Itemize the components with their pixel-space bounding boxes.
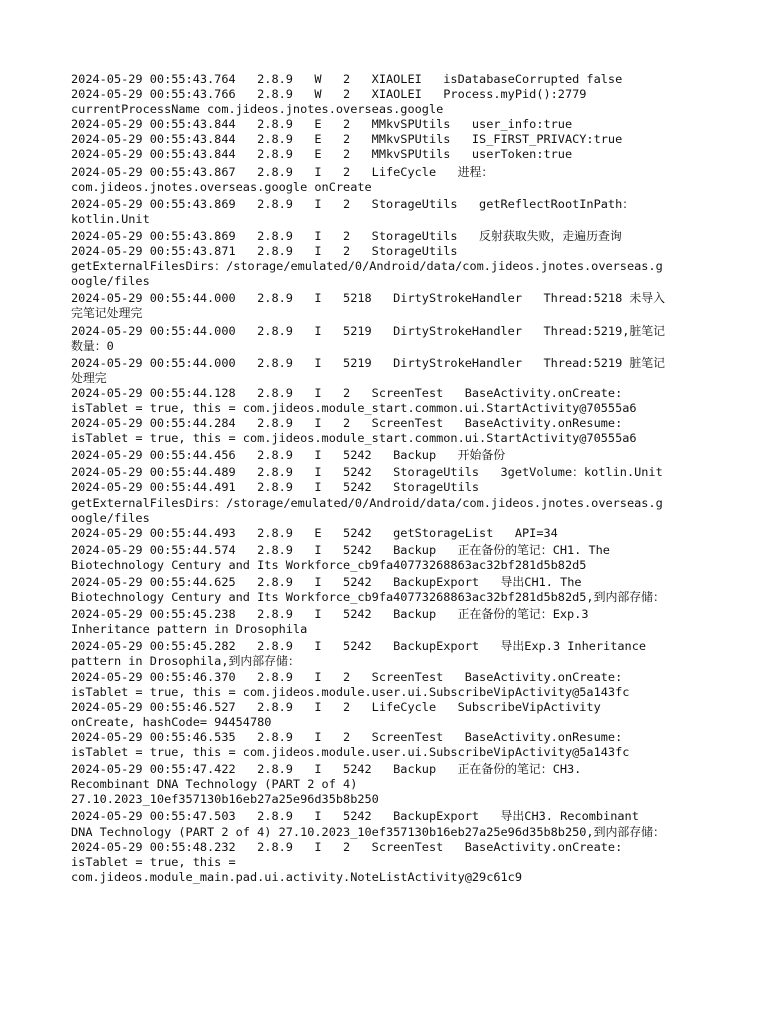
log-entry: 2024-05-29 00:55:47.422 2.8.9 I 5242 Backup 正在备份的笔记：CH3. Recombinant DNA Technology (PART 2 of 4) 27.10.2023_10ef357130b16eb27a25e96d35b8b250 (71, 762, 582, 807)
log-entry: 2024-05-29 00:55:47.503 2.8.9 I 5242 BackupExport 导出CH3. Recombinant DNA Technology (PART 2 of 4) 27.10.2023_10ef357130b16eb27a25e96d35b8b250,到内部存储： (71, 809, 665, 839)
log-entry: 2024-05-29 00:55:43.867 2.8.9 I 2 LifeCycle 进程： com.jideos.jnotes.overseas.google onCreate (71, 164, 494, 194)
log-entry: 2024-05-29 00:55:43.869 2.8.9 I 2 StorageUtils 反射获取失败，走遍历查询 (71, 228, 622, 243)
log-entry: 2024-05-29 00:55:45.282 2.8.9 I 5242 BackupExport 导出Exp.3 Inheritance pattern in Drosophila,到内部存储： (71, 639, 647, 669)
log-entry: 2024-05-29 00:55:46.370 2.8.9 I 2 ScreenTest BaseActivity.onCreate: isTablet = true, this = com.jideos.module.user.ui.SubscribeVipActivity@5a143fc (71, 669, 630, 699)
log-entry: 2024-05-29 00:55:44.456 2.8.9 I 5242 Backup 开始备份 (71, 448, 506, 463)
log-entry: 2024-05-29 00:55:43.844 2.8.9 E 2 MMkvSPUtils IS_FIRST_PRIVACY:true (71, 132, 623, 147)
log-entry: 2024-05-29 00:55:44.000 2.8.9 I 5219 DirtyStrokeHandler Thread:5219,脏笔记 数量：0 (71, 323, 666, 353)
log-entry: 2024-05-29 00:55:43.871 2.8.9 I 2 StorageUtils getExternalFilesDirs：/storage/emulated/0/Android/data/com.jideos.jnotes.overseas.g oogle/files (71, 244, 663, 289)
log-entry: 2024-05-29 00:55:44.491 2.8.9 I 5242 StorageUtils getExternalFilesDirs：/storage/emulated/0/Android/data/com.jideos.jnotes.overseas.g oogle/files (71, 480, 663, 525)
log-entry: 2024-05-29 00:55:43.766 2.8.9 W 2 XIAOLEI Process.myPid():2779 currentProcessName com.jideos.jnotes.overseas.google (71, 87, 587, 117)
log-entry: 2024-05-29 00:55:44.625 2.8.9 I 5242 BackupExport 导出CH1. The Biotechnology Century and Its Workforce_cb9fa40773268863ac32bf281d5b82d5,到内部存储： (71, 575, 665, 605)
log-entry: 2024-05-29 00:55:46.527 2.8.9 I 2 LifeCycle SubscribeVipActivity onCreate, hashCode= 94454780 (71, 699, 601, 729)
log-entry: 2024-05-29 00:55:48.232 2.8.9 I 2 ScreenTest BaseActivity.onCreate: isTablet = true, this = com.jideos.module_main.pad.ui.activity.NoteListActivity@29c61c9 (71, 839, 623, 884)
log-entry: 2024-05-29 00:55:44.000 2.8.9 I 5219 DirtyStrokeHandler Thread:5219 脏笔记 处理完 (71, 355, 666, 385)
log-entry: 2024-05-29 00:55:45.238 2.8.9 I 5242 Backup 正在备份的笔记：Exp.3 Inheritance pattern in Drosophila (71, 607, 589, 637)
log-entry: 2024-05-29 00:55:46.535 2.8.9 I 2 ScreenTest BaseActivity.onResume: isTablet = true, this = com.jideos.module.user.ui.SubscribeVipActivity@5a143fc (71, 729, 630, 760)
log-document (71, 72, 701, 885)
log-entry: 2024-05-29 00:55:43.869 2.8.9 I 2 StorageUtils getReflectRootInPath： kotlin.Unit (71, 196, 635, 226)
log-entry: 2024-05-29 00:55:44.284 2.8.9 I 2 ScreenTest BaseActivity.onResume: isTablet = true, this = com.jideos.module_start.common.ui.StartActivity@70555a6 (71, 416, 637, 446)
log-entry: 2024-05-29 00:55:44.489 2.8.9 I 5242 StorageUtils 3getVolume：kotlin.Unit (71, 465, 663, 480)
log-entry: 2024-05-29 00:55:44.128 2.8.9 I 2 ScreenTest BaseActivity.onCreate: isTablet = true, this = com.jideos.module_start.common.ui.StartActivity@70555a6 (71, 385, 637, 415)
log-entry: 2024-05-29 00:55:43.844 2.8.9 E 2 MMkvSPUtils userToken:true (71, 147, 573, 162)
log-entry: 2024-05-29 00:55:44.000 2.8.9 I 5218 DirtyStrokeHandler Thread:5218 未导入 完笔记处理完 (71, 291, 666, 321)
log-entry: 2024-05-29 00:55:43.764 2.8.9 W 2 XIAOLEI isDatabaseCorrupted false (71, 72, 623, 86)
log-entry: 2024-05-29 00:55:44.493 2.8.9 E 5242 getStorageList API=34 (71, 525, 558, 540)
log-entry: 2024-05-29 00:55:43.844 2.8.9 E 2 MMkvSPUtils user_info:true (71, 117, 573, 132)
log-entry: 2024-05-29 00:55:44.574 2.8.9 I 5242 Backup 正在备份的笔记：CH1. The Biotechnology Century and Its Workforce_cb9fa40773268863ac32bf281d5b82d5 (71, 542, 610, 572)
